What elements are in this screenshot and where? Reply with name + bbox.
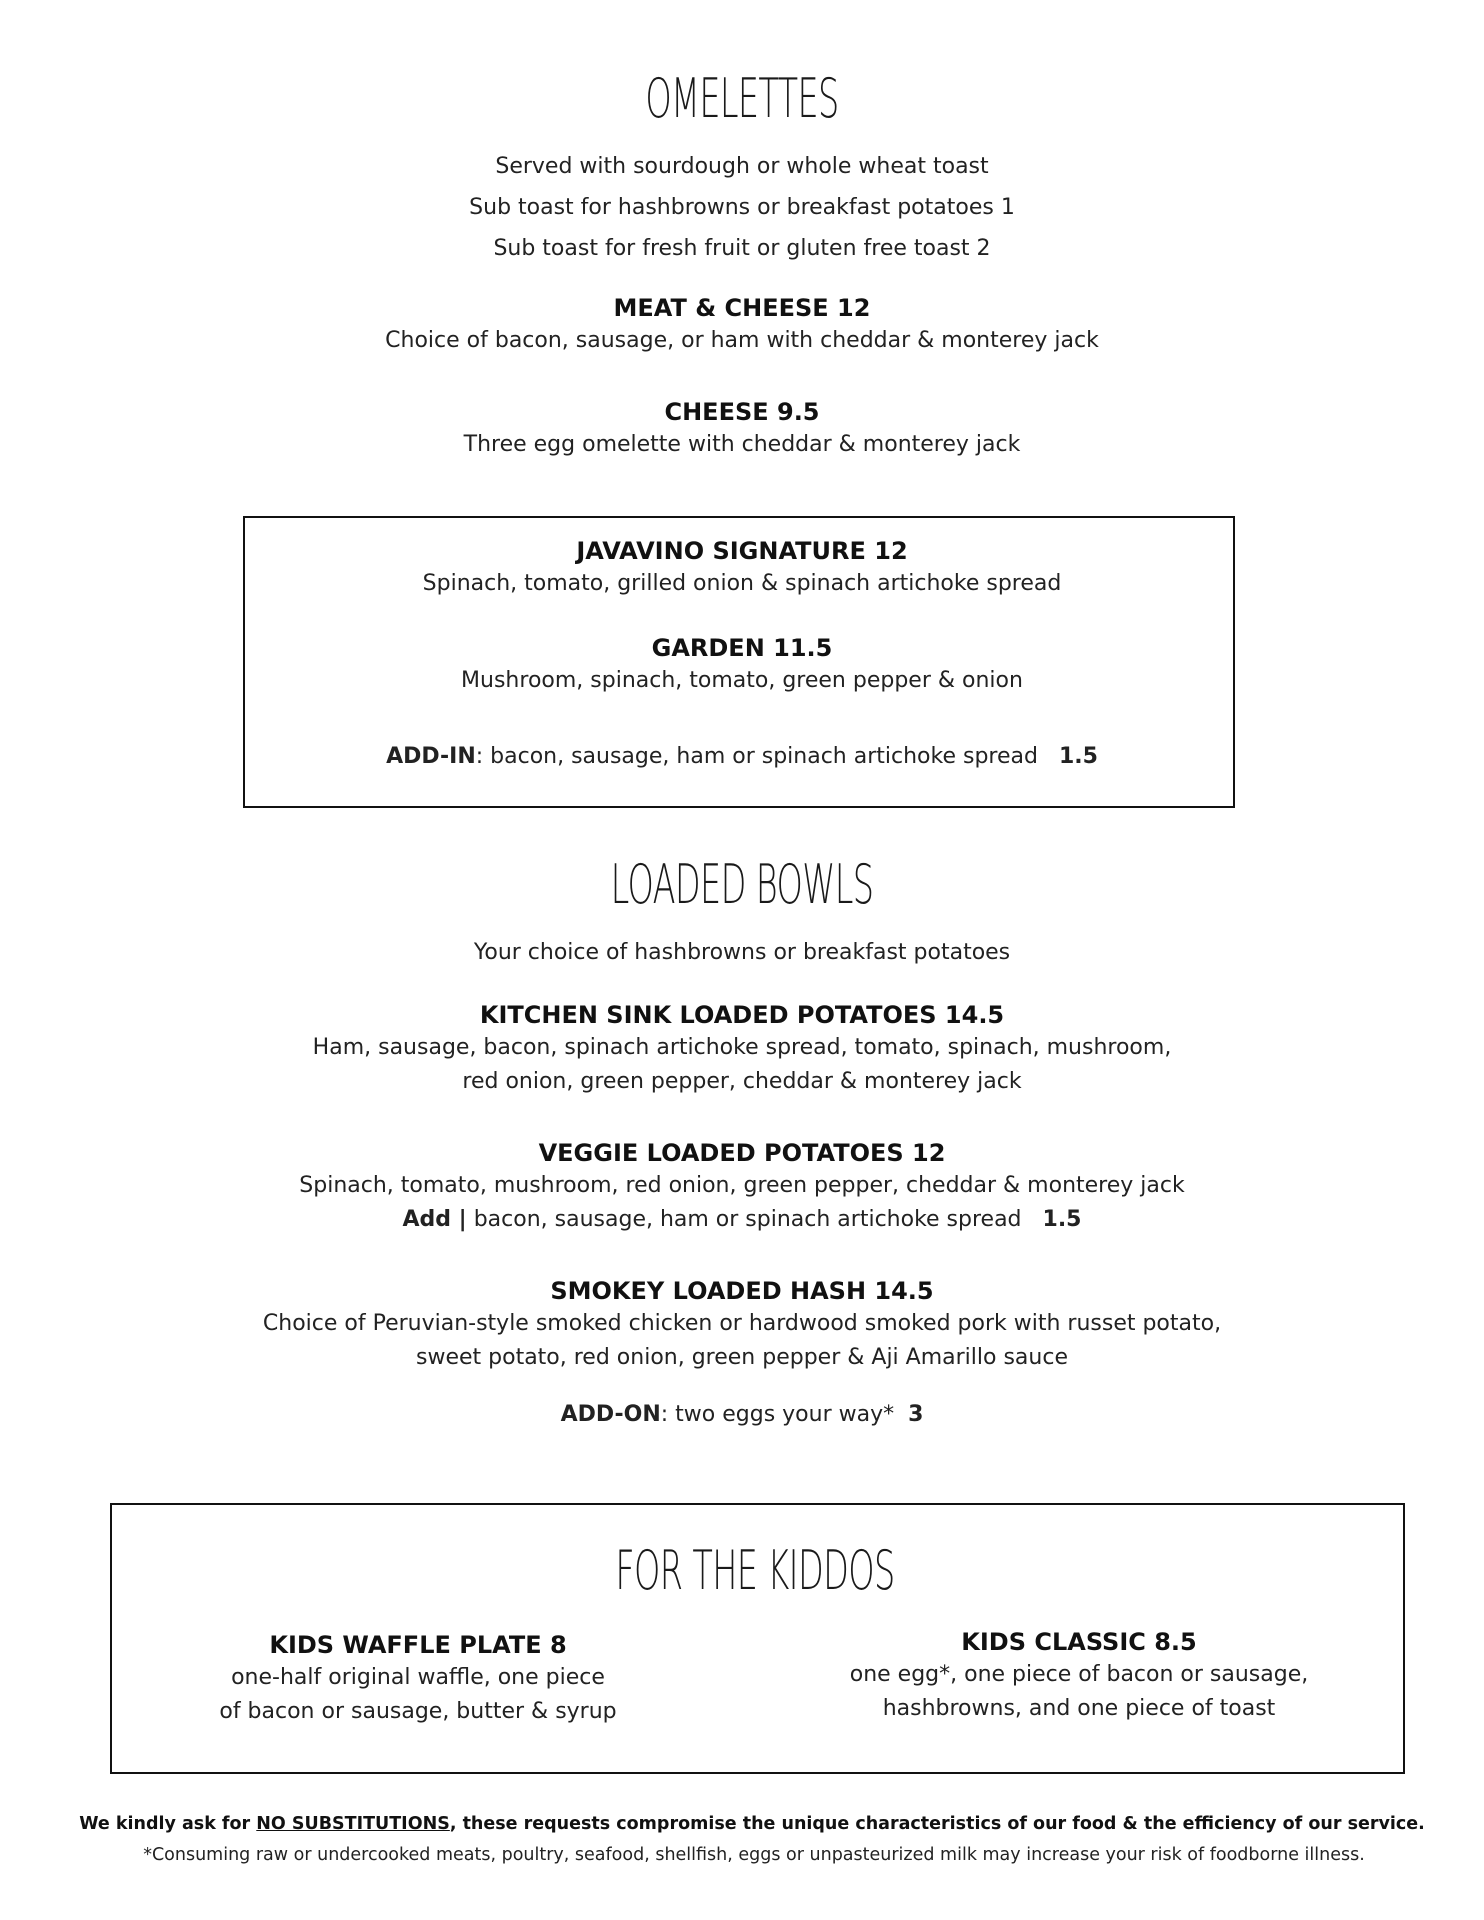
add-text: bacon, sausage, ham or spinach artichoke spread <box>466 1207 1022 1232</box>
addin-line <box>0 740 1484 774</box>
item-name: KIDS WAFFLE PLATE 8 <box>269 1631 567 1659</box>
addin-text: : bacon, sausage, ham or spinach artichoke spread <box>475 744 1038 769</box>
omelettes-section <box>0 67 1484 130</box>
menu-item <box>0 999 1484 1099</box>
item-description: sweet potato, red onion, green pepper & Aji Amarillo sauce <box>416 1345 1068 1370</box>
item-name: KITCHEN SINK LOADED POTATOES 14.5 <box>479 1001 1005 1029</box>
menu-item <box>138 1629 698 1729</box>
intro-line: Sub toast for hashbrowns or breakfast potatoes 1 <box>469 195 1015 220</box>
bowls-intro: Your choice of hashbrowns or breakfast potatoes <box>473 940 1011 965</box>
menu-item <box>0 292 1484 358</box>
menu-item <box>0 632 1484 698</box>
item-description: Mushroom, spinach, tomato, green pepper & onion <box>461 668 1023 693</box>
notice-post: , these requests compromise the unique characteristics of our food & the efficiency of our service. <box>449 1814 1425 1834</box>
menu-item <box>799 1626 1359 1726</box>
consumer-advisory: *Consuming raw or undercooked meats, poultry, seafood, shellfish, eggs or unpasteurized milk may increase your risk of foodborne illness. <box>143 1845 1365 1865</box>
intro-line: Sub toast for fresh fruit or gluten free toast 2 <box>493 236 991 261</box>
item-description: Spinach, tomato, grilled onion & spinach artichoke spread <box>422 571 1062 596</box>
substitution-notice <box>10 1814 1484 1834</box>
addon-text: : two eggs your way* <box>660 1402 895 1427</box>
item-description: Ham, sausage, bacon, spinach artichoke spread, tomato, spinach, mushroom, <box>312 1035 1172 1060</box>
item-name: GARDEN 11.5 <box>651 634 833 662</box>
addon-price: 3 <box>908 1402 924 1427</box>
item-name: CHEESE 9.5 <box>664 398 820 426</box>
item-name: KIDS CLASSIC 8.5 <box>961 1628 1197 1656</box>
item-description: Choice of bacon, sausage, or ham with cheddar & monterey jack <box>385 328 1099 353</box>
addin-label: ADD-IN <box>386 744 476 769</box>
bowls-section <box>0 853 1484 916</box>
item-description: one-half original waffle, one piece <box>231 1665 605 1690</box>
addon-line <box>0 1398 1484 1432</box>
menu-item <box>0 1275 1484 1375</box>
item-addon-line <box>0 1203 1484 1237</box>
item-name: VEGGIE LOADED POTATOES 12 <box>538 1139 946 1167</box>
addon-label: ADD-ON <box>560 1402 661 1427</box>
kiddos-title: FOR THE KIDDOS <box>615 1539 895 1602</box>
item-description: one egg*, one piece of bacon or sausage, <box>849 1662 1309 1687</box>
item-description: of bacon or sausage, butter & syrup <box>219 1699 617 1724</box>
item-description: Spinach, tomato, mushroom, red onion, green pepper, cheddar & monterey jack <box>299 1173 1185 1198</box>
item-description: Choice of Peruvian-style smoked chicken or hardwood smoked pork with russet potato, <box>262 1311 1222 1336</box>
bowls-title: LOADED BOWLS <box>610 853 874 916</box>
item-name: MEAT & CHEESE 12 <box>613 294 871 322</box>
item-description: Three egg omelette with cheddar & monterey jack <box>463 432 1021 457</box>
item-name: JAVAVINO SIGNATURE 12 <box>576 537 908 565</box>
omelettes-title: OMELETTES <box>645 67 839 130</box>
menu-item <box>0 396 1484 462</box>
intro-line: Served with sourdough or whole wheat toast <box>495 154 989 179</box>
omelettes-intro <box>0 146 1484 269</box>
menu-item <box>0 535 1484 601</box>
add-price: 1.5 <box>1042 1207 1082 1232</box>
item-description: red onion, green pepper, cheddar & monterey jack <box>462 1069 1022 1094</box>
item-description: hashbrowns, and one piece of toast <box>882 1696 1276 1721</box>
notice-emphasis: NO SUBSTITUTIONS <box>256 1814 450 1834</box>
item-name: SMOKEY LOADED HASH 14.5 <box>550 1277 934 1305</box>
kiddos-section <box>13 1539 1484 1602</box>
add-label: Add | <box>402 1207 467 1232</box>
notice-pre: We kindly ask for <box>79 1814 257 1834</box>
menu-item <box>0 1137 1484 1237</box>
addin-price: 1.5 <box>1058 744 1098 769</box>
